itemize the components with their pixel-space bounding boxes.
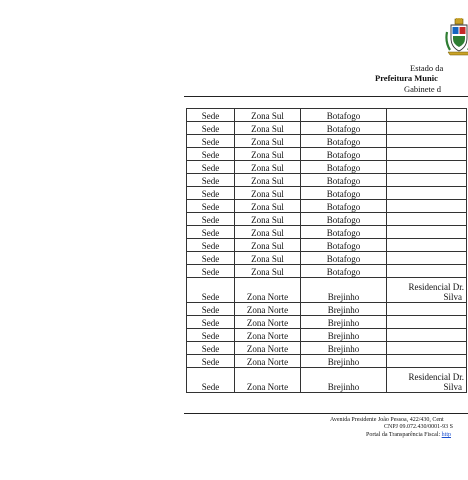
table-row (187, 239, 467, 252)
table-row (187, 252, 467, 265)
header-state-line: Estado da (410, 63, 444, 73)
zone-cell: Zona Sul (235, 122, 301, 135)
footer-portal (366, 432, 451, 439)
neighborhood-cell: Botafogo (301, 109, 387, 122)
table-row (187, 174, 467, 187)
table-row (187, 316, 467, 329)
sector-cell: Sede (187, 355, 235, 368)
table-row (187, 226, 467, 239)
footer-portal-label: Portal da Transparência Fiscal: (366, 432, 442, 438)
location-line-2: Silva (443, 292, 462, 302)
location-cell (387, 187, 467, 200)
locations-table-body (187, 109, 467, 393)
sector-cell: Sede (187, 303, 235, 316)
location-cell (387, 200, 467, 213)
table-row (187, 329, 467, 342)
neighborhood-cell: Botafogo (301, 252, 387, 265)
neighborhood-cell: Botafogo (301, 226, 387, 239)
zone-cell: Zona Sul (235, 252, 301, 265)
neighborhood-cell: Botafogo (301, 187, 387, 200)
location-cell (387, 316, 467, 329)
neighborhood-cell: Botafogo (301, 122, 387, 135)
footer-cnpj: CNPJ 09.072.430/0001-93 S (384, 424, 454, 430)
location-cell (387, 278, 467, 303)
zone-cell: Zona Sul (235, 213, 301, 226)
location-cell (387, 226, 467, 239)
zone-cell: Zona Sul (235, 226, 301, 239)
table-row (187, 109, 467, 122)
zone-cell: Zona Norte (235, 355, 301, 368)
table-row (187, 303, 467, 316)
neighborhood-cell: Brejinho (301, 342, 387, 355)
location-cell (387, 252, 467, 265)
location-cell (387, 174, 467, 187)
municipal-coat-of-arms-icon (444, 18, 468, 60)
table-row (187, 355, 467, 368)
location-line-1: Residencial Dr. (408, 372, 464, 382)
neighborhood-cell: Brejinho (301, 316, 387, 329)
table-row (187, 278, 467, 303)
zone-cell: Zona Sul (235, 200, 301, 213)
sector-cell: Sede (187, 122, 235, 135)
table-row (187, 200, 467, 213)
neighborhood-cell: Botafogo (301, 239, 387, 252)
neighborhood-cell: Brejinho (301, 303, 387, 316)
sector-cell: Sede (187, 161, 235, 174)
neighborhood-cell: Botafogo (301, 148, 387, 161)
location-cell (387, 355, 467, 368)
sector-cell: Sede (187, 148, 235, 161)
table-row (187, 122, 467, 135)
location-cell (387, 109, 467, 122)
footer-portal-link[interactable]: http (441, 432, 451, 438)
zone-cell: Zona Norte (235, 316, 301, 329)
neighborhood-cell: Botafogo (301, 200, 387, 213)
table-row (187, 148, 467, 161)
location-cell (387, 329, 467, 342)
sector-cell: Sede (187, 187, 235, 200)
table-row (187, 135, 467, 148)
header-divider (184, 96, 468, 97)
zone-cell: Zona Sul (235, 148, 301, 161)
neighborhood-cell: Botafogo (301, 265, 387, 278)
neighborhood-cell: Botafogo (301, 161, 387, 174)
zone-cell: Zona Sul (235, 135, 301, 148)
sector-cell: Sede (187, 342, 235, 355)
location-cell (387, 122, 467, 135)
zone-cell: Zona Sul (235, 109, 301, 122)
location-line-2: Silva (443, 382, 462, 392)
location-cell (387, 368, 467, 393)
neighborhood-cell: Brejinho (301, 278, 387, 303)
neighborhood-cell: Brejinho (301, 355, 387, 368)
sector-cell: Sede (187, 239, 235, 252)
table-row (187, 213, 467, 226)
locations-table (186, 108, 467, 393)
location-cell (387, 161, 467, 174)
zone-cell: Zona Norte (235, 278, 301, 303)
location-cell (387, 239, 467, 252)
sector-cell: Sede (187, 265, 235, 278)
table-row (187, 187, 467, 200)
zone-cell: Zona Sul (235, 161, 301, 174)
location-cell (387, 135, 467, 148)
location-cell (387, 213, 467, 226)
table-row (187, 368, 467, 393)
sector-cell: Sede (187, 368, 235, 393)
sector-cell: Sede (187, 174, 235, 187)
location-cell (387, 265, 467, 278)
zone-cell: Zona Norte (235, 303, 301, 316)
zone-cell: Zona Norte (235, 329, 301, 342)
location-cell (387, 303, 467, 316)
neighborhood-cell: Botafogo (301, 135, 387, 148)
sector-cell: Sede (187, 213, 235, 226)
header-office-line: Gabinete d (404, 84, 442, 94)
zone-cell: Zona Norte (235, 368, 301, 393)
sector-cell: Sede (187, 135, 235, 148)
table-row (187, 342, 467, 355)
table-row (187, 265, 467, 278)
neighborhood-cell: Botafogo (301, 213, 387, 226)
sector-cell: Sede (187, 200, 235, 213)
neighborhood-cell: Brejinho (301, 329, 387, 342)
sector-cell: Sede (187, 329, 235, 342)
sector-cell: Sede (187, 109, 235, 122)
zone-cell: Zona Sul (235, 174, 301, 187)
zone-cell: Zona Sul (235, 187, 301, 200)
neighborhood-cell: Botafogo (301, 174, 387, 187)
location-cell (387, 342, 467, 355)
sector-cell: Sede (187, 226, 235, 239)
footer-address: Avenida Presidente João Pessoa, 422/430, Cent (330, 417, 444, 423)
header-prefecture-line: Prefeitura Munic (375, 73, 438, 83)
location-line-1: Residencial Dr. (408, 282, 464, 292)
zone-cell: Zona Norte (235, 342, 301, 355)
sector-cell: Sede (187, 316, 235, 329)
sector-cell: Sede (187, 278, 235, 303)
zone-cell: Zona Sul (235, 265, 301, 278)
location-cell (387, 148, 467, 161)
footer-divider (184, 413, 468, 414)
zone-cell: Zona Sul (235, 239, 301, 252)
sector-cell: Sede (187, 252, 235, 265)
neighborhood-cell: Brejinho (301, 368, 387, 393)
table-row (187, 161, 467, 174)
